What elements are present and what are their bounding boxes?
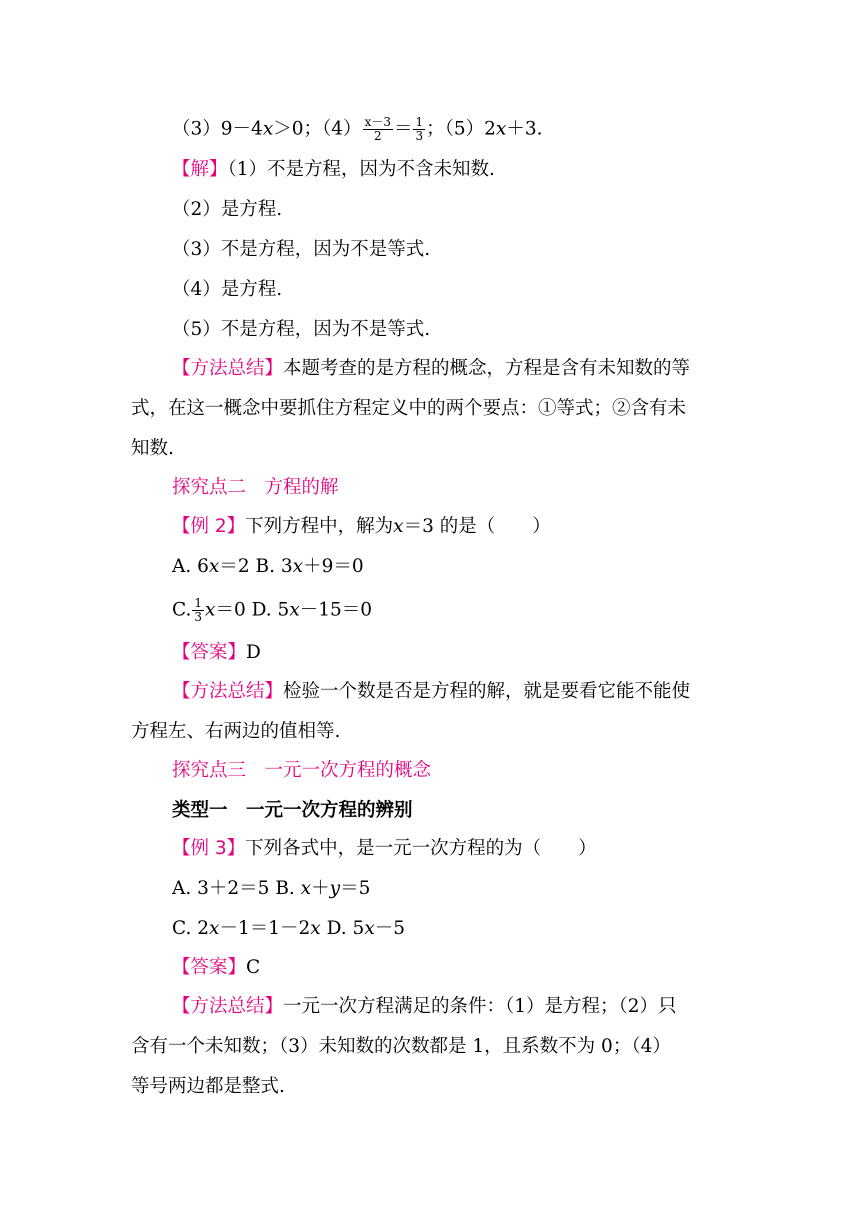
solution-tag: 【解】 — [172, 159, 228, 180]
answer-tag: 【答案】 — [172, 957, 247, 978]
example-2-options-cd: C. $\frac{1}{3}$ x＝0 D. 5x－15＝0 — [172, 596, 373, 624]
answer-tag: 【答案】 — [172, 642, 247, 663]
method-summary-3-line-1: 【方法总结】一元一次方程满足的条件：（1）是方程；（2）只 — [172, 996, 677, 1017]
example-3-tag: 【例 3】 — [172, 838, 246, 859]
question-items-line: （3）9－4x＞0；（4） $\frac{x-3}{2}$ ＝ $\frac{1}{3}$ ；（5）2x＋3. — [172, 115, 543, 143]
method-summary-1-line-2: 式，在这一概念中要抓住方程定义中的两个要点：①等式；②含有未 — [131, 398, 687, 419]
example-3-answer: 【答案】C — [172, 957, 261, 978]
section-heading-linear-equation-concept: 探究点三 一元一次方程的概念 — [172, 760, 432, 781]
solution-line-3: （3）不是方程，因为不是等式. — [172, 239, 431, 260]
solution-line-4: （4）是方程. — [172, 279, 283, 300]
example-2-tag: 【例 2】 — [172, 516, 246, 537]
method-summary-tag: 【方法总结】 — [172, 996, 284, 1017]
method-summary-3-line-2: 含有一个未知数；（3）未知数的次数都是 1，且系数不为 0；（4） — [131, 1036, 671, 1057]
example-3-stem: 【例 3】下列各式中，是一元一次方程的为（ ） — [172, 838, 597, 859]
method-summary-2-line-2: 方程左、右两边的值相等. — [131, 721, 341, 742]
method-summary-tag: 【方法总结】 — [172, 681, 284, 702]
fraction-x-minus-3-over-2: $\frac{x-3}{2}$ — [364, 115, 391, 143]
method-summary-3-line-3: 等号两边都是整式. — [131, 1076, 285, 1097]
solution-line-5: （5）不是方程，因为不是等式. — [172, 319, 431, 340]
example-3-options-ab: A. 3＋2＝5 B. x＋y＝5 — [172, 878, 371, 899]
solution-line-1: 【解】（1）不是方程，因为不含未知数. — [172, 159, 495, 180]
method-summary-2-line-1: 【方法总结】检验一个数是否是方程的解，就是要看它能不能使 — [172, 681, 691, 702]
example-2-options-ab: A. 6x＝2 B. 3x＋9＝0 — [172, 556, 364, 577]
example-3-options-cd: C. 2x－1＝1－2x D. 5x－5 — [172, 918, 406, 939]
fraction-one-third: $\frac{1}{3}$ — [415, 115, 424, 143]
method-summary-tag: 【方法总结】 — [172, 358, 284, 379]
method-summary-1-line-3: 知数. — [131, 438, 174, 459]
section-heading-solution-of-equation: 探究点二 方程的解 — [172, 477, 339, 498]
fraction-one-third: $\frac{1}{3}$ — [194, 596, 203, 624]
example-2-stem: 【例 2】下列方程中，解为x＝3 的是（ ） — [172, 516, 551, 537]
method-summary-1-line-1: 【方法总结】本题考查的是方程的概念，方程是含有未知数的等 — [172, 358, 691, 379]
type-heading-identify-linear-equation: 类型一 一元一次方程的辨别 — [172, 800, 413, 821]
solution-line-2: （2）是方程. — [172, 199, 283, 220]
example-2-answer: 【答案】D — [172, 642, 261, 663]
